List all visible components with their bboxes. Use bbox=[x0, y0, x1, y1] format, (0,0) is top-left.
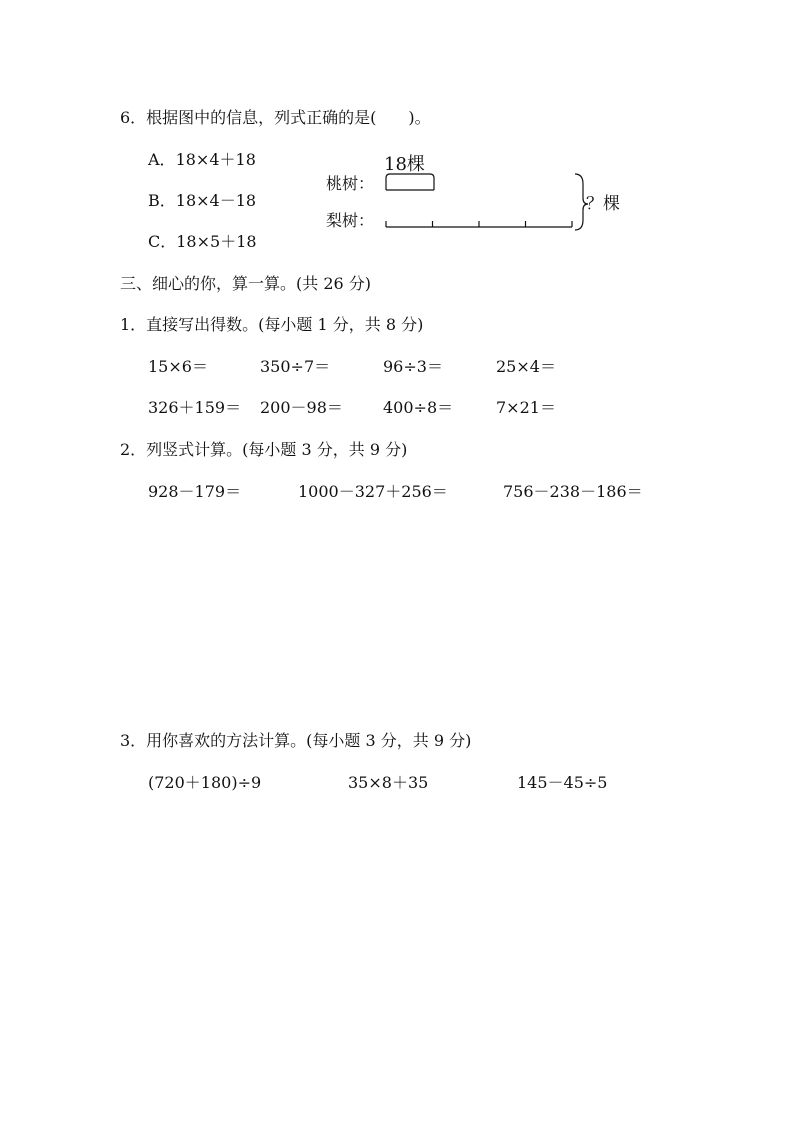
question-6-stem: 6．根据图中的信息，列式正确的是( )。 bbox=[120, 108, 431, 127]
option-b-label: B． bbox=[148, 191, 176, 210]
part-3-heading: 3．用你喜欢的方法计算。(每小题 3 分，共 9 分) bbox=[120, 731, 472, 750]
part-1-heading: 1．直接写出得数。(每小题 1 分，共 8 分) bbox=[120, 315, 424, 334]
flexible-calc-2: 35×8＋35 bbox=[348, 773, 429, 792]
mental-calc-8: 7×21＝ bbox=[496, 398, 556, 417]
option-b[interactable] bbox=[148, 191, 256, 211]
section-3-title: 三、细心的你，算一算。(共 26 分) bbox=[120, 274, 372, 293]
vertical-calc-1: 928－179＝ bbox=[148, 482, 242, 501]
option-b-expr: 18×4－18 bbox=[175, 191, 257, 210]
option-a-label: A． bbox=[148, 150, 176, 169]
option-a[interactable] bbox=[148, 150, 256, 170]
part-2-heading: 2．列竖式计算。(每小题 3 分，共 9 分) bbox=[120, 440, 408, 459]
mental-calc-2: 350÷7＝ bbox=[260, 357, 331, 376]
segment-label: 18棵 bbox=[384, 154, 425, 175]
mental-calc-3: 96÷3＝ bbox=[383, 357, 443, 376]
option-c[interactable] bbox=[148, 232, 257, 252]
flexible-calc-1: (720＋180)÷9 bbox=[148, 773, 262, 792]
tree-diagram-svg bbox=[320, 148, 640, 238]
mental-calc-1: 15×6＝ bbox=[148, 357, 208, 376]
vertical-calc-2: 1000－327＋256＝ bbox=[298, 482, 448, 501]
vertical-calc-3: 756－238－186＝ bbox=[503, 482, 643, 501]
tree-diagram bbox=[320, 148, 640, 238]
total-label: ？棵 bbox=[586, 194, 620, 214]
peach-label: 桃树： bbox=[326, 174, 375, 193]
option-a-expr: 18×4＋18 bbox=[175, 150, 256, 169]
flexible-calc-3: 145－45÷5 bbox=[517, 773, 608, 792]
peach-brace bbox=[386, 174, 434, 190]
mental-calc-7: 400÷8＝ bbox=[383, 398, 454, 417]
mental-calc-5: 326＋159＝ bbox=[148, 398, 242, 417]
pear-label: 梨树： bbox=[326, 211, 375, 230]
mental-calc-6: 200－98＝ bbox=[260, 398, 343, 417]
mental-calc-4: 25×4＝ bbox=[496, 357, 556, 376]
pear-ticks bbox=[386, 221, 572, 227]
option-c-expr: 18×5＋18 bbox=[176, 232, 257, 251]
option-c-label: C． bbox=[148, 232, 177, 251]
